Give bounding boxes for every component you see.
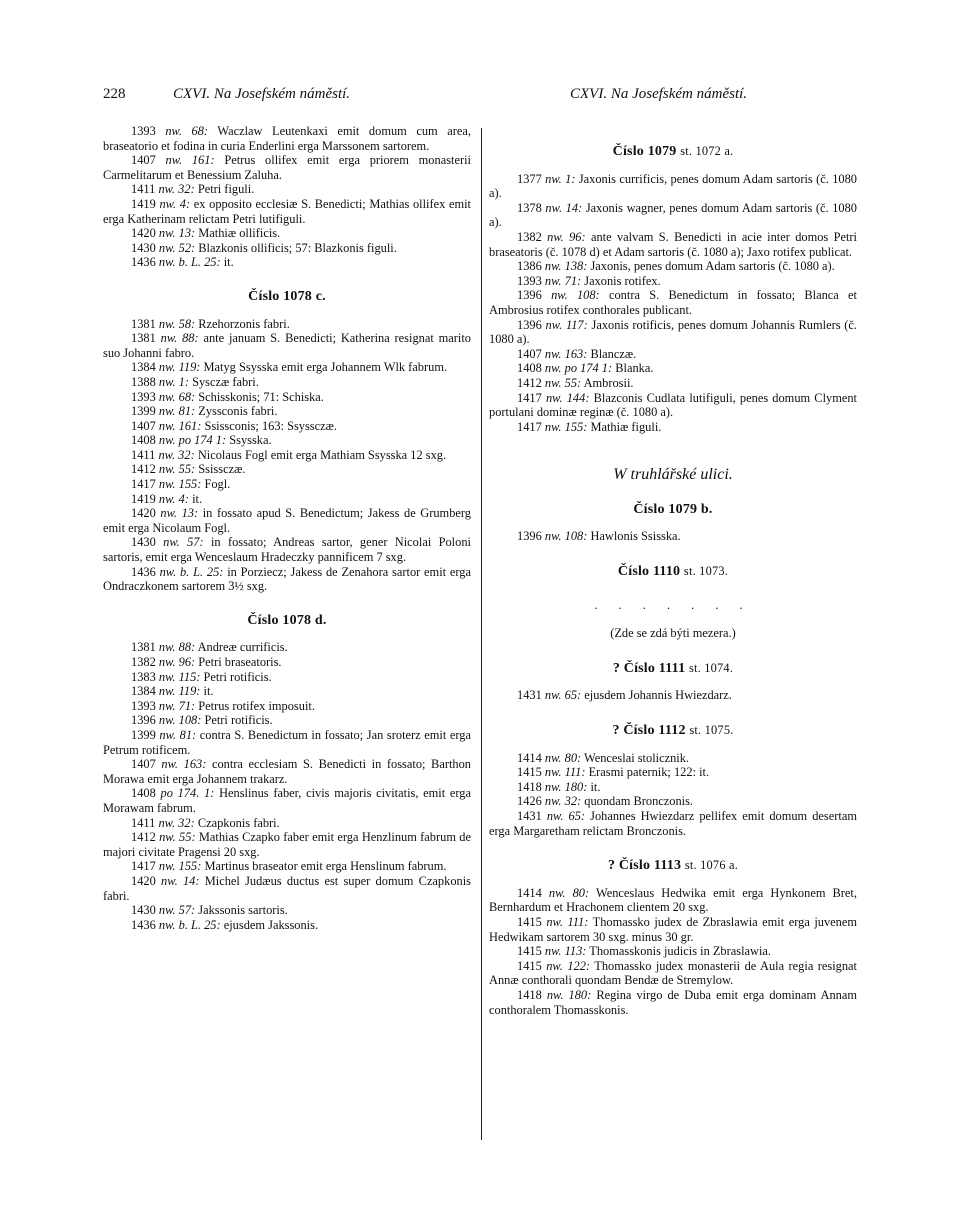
entry-reference: nw. b. L. 25: <box>158 255 221 270</box>
entry-year: 1408 <box>131 433 156 448</box>
entry-text: it. <box>192 491 203 506</box>
entry-year: 1417 <box>131 477 156 492</box>
entry-year: 1431 <box>517 688 542 703</box>
entry-text: Matyg Ssysska emit erga Johannem Wlk fabrum. <box>203 360 448 375</box>
editorial-note: (Zde se zdá býti mezera.) <box>610 626 736 641</box>
entry-year: 1417 <box>131 859 156 874</box>
record-entry <box>489 809 857 838</box>
entry-year: 1381 <box>131 316 156 331</box>
entry-year: 1377 <box>517 171 542 186</box>
entry-year: 1384 <box>131 684 156 699</box>
record-entry <box>489 274 857 289</box>
record-entry <box>489 347 857 362</box>
entry-reference: nw. 32: <box>158 815 195 830</box>
record-entry <box>103 404 471 419</box>
record-entry <box>489 915 857 944</box>
entry-text: Henslinus faber, civis majoris civitatis, emit erga Morawam fabrum. <box>103 786 471 815</box>
entry-reference: nw. 161: <box>165 153 215 168</box>
entry-reference: nw. 14: <box>161 873 200 888</box>
record-entry <box>489 288 857 317</box>
entry-text: it. <box>590 779 601 794</box>
entry-year: 1381 <box>131 331 156 346</box>
record-entry <box>489 376 857 391</box>
entry-text: Sysczæ fabri. <box>192 374 259 389</box>
record-entry <box>489 230 857 259</box>
entry-text: Zyssconis fabri. <box>198 404 278 419</box>
entry-year: 1430 <box>131 535 156 550</box>
record-entry <box>103 390 471 405</box>
entry-reference: nw. b. L. 25: <box>159 564 224 579</box>
entry-text: contra ecclesiam S. Benedicti in fossato; Barthon Morawa emit erga Johannem trakarz. <box>103 757 471 786</box>
entry-reference: nw. 122: <box>546 958 591 973</box>
entry-reference: nw. 57: <box>158 903 196 918</box>
entry-text: Petri rotificis. <box>204 713 273 728</box>
entry-text: in Porziecz; Jakess de Zenahora sartor emit erga Ondraczkonem sartorem 3½ sxg. <box>103 564 471 594</box>
entry-reference: nw. 52: <box>158 240 196 255</box>
entry-text: Petrus ollifex emit erga priorem monasterii Carmelitarum et Benessium Zaluha. <box>103 153 471 182</box>
house-number-heading <box>489 858 857 874</box>
record-entry <box>103 535 471 564</box>
entry-reference: nw. 180: <box>544 779 588 794</box>
entry-reference: nw. 111: <box>546 914 589 929</box>
record-entry <box>103 462 471 477</box>
record-entry <box>103 786 471 815</box>
entry-year: 1408 <box>131 786 156 801</box>
record-entry <box>103 317 471 332</box>
right-column <box>489 124 857 1017</box>
entry-year: 1415 <box>517 944 542 959</box>
record-entry <box>103 506 471 535</box>
entry-year: 1382 <box>131 655 156 669</box>
record-entry <box>103 859 471 874</box>
entry-year: 1415 <box>517 914 542 929</box>
record-entry <box>103 728 471 757</box>
entry-reference: nw. 55: <box>544 375 582 390</box>
entry-reference: nw. 58: <box>158 316 196 331</box>
entry-reference: nw. 4: <box>158 491 189 506</box>
entry-reference: nw. 119: <box>158 684 201 699</box>
entry-text: Petrus rotifex imposuit. <box>198 698 315 713</box>
record-entry <box>103 816 471 831</box>
entry-reference: nw. 1: <box>545 171 576 186</box>
entry-year: 1396 <box>517 529 542 544</box>
record-entry <box>103 492 471 507</box>
entry-text: Erasmi paternik; 122: it. <box>588 765 710 780</box>
record-entry <box>103 360 471 375</box>
entry-year: 1414 <box>517 885 542 900</box>
heading-old-number: st. 1073. <box>683 564 729 579</box>
entry-year: 1399 <box>131 404 156 419</box>
entry-reference: nw. 80: <box>544 750 582 765</box>
entry-reference: nw. 32: <box>158 182 195 197</box>
entry-reference: nw. po 174 1: <box>544 361 613 376</box>
entry-year: 1417 <box>517 419 542 434</box>
entry-year: 1407 <box>131 757 156 772</box>
house-number-heading <box>489 661 857 677</box>
ellipsis-dots: . . . . . . . <box>594 597 752 612</box>
entry-year: 1436 <box>131 917 156 932</box>
entry-reference: nw. 80: <box>548 885 590 900</box>
heading-label: Číslo 1110 <box>617 564 681 580</box>
entry-reference: nw. 81: <box>158 404 196 419</box>
street-heading: W truhlářské ulici. <box>613 466 733 484</box>
entry-reference: nw. 161: <box>158 418 202 433</box>
entry-text: ejusdem Johannis Hwiezdarz. <box>584 688 732 703</box>
entry-year: 1393 <box>131 124 156 138</box>
record-entry <box>103 684 471 699</box>
entry-text: Thomassko judex de Zbraslawia emit erga juvenem Hedwikam sartorem 30 sxg. minus 30 gr. <box>489 914 858 944</box>
entry-text: in fossato apud S. Benedictum; Jakess de Grumberg emit erga Nicolaum Fogl. <box>103 506 471 535</box>
record-entry <box>103 699 471 714</box>
heading-label: ? Číslo 1111 <box>612 660 686 676</box>
entry-text: Schisskonis; 71: Schiska. <box>198 389 324 404</box>
record-entry <box>489 361 857 376</box>
entry-year: 1412 <box>131 462 156 477</box>
record-entry <box>103 655 471 670</box>
record-entry <box>103 903 471 918</box>
entry-year: 1426 <box>517 794 542 809</box>
entry-reference: nw. 108: <box>544 529 588 544</box>
entry-reference: nw. 13: <box>158 226 196 241</box>
record-entry <box>103 331 471 360</box>
record-entry <box>103 448 471 463</box>
entry-reference: nw. 163: <box>161 757 207 772</box>
record-entry <box>103 255 471 270</box>
entry-year: 1382 <box>517 229 542 244</box>
entry-year: 1419 <box>131 196 156 211</box>
record-entry <box>489 794 857 809</box>
record-entry <box>103 565 471 594</box>
entry-text: Blazkonis ollificis; 57: Blazkonis figuli. <box>198 240 397 255</box>
heading-label: Číslo 1079 b. <box>633 501 713 517</box>
entry-reference: nw. 4: <box>159 196 191 211</box>
entry-text: Mathiæ figuli. <box>590 419 662 434</box>
heading-label: Číslo 1079 <box>612 144 677 159</box>
entry-reference: nw. 108: <box>158 713 202 728</box>
record-entry <box>103 124 471 153</box>
entry-year: 1393 <box>517 273 542 288</box>
entry-text: in fossato; Andreas sartor, gener Nicolai Poloni sartoris, emit erga Wenceslaum Hradeczky pannificem 7 sxg. <box>103 535 471 565</box>
entry-text: Blazconis Cudlata lutifiguli, penes domum Clyment portulani dominæ reginæ (č. 1080 a). <box>489 390 857 420</box>
heading-old-number: st. 1072 a. <box>680 144 734 158</box>
record-entry <box>489 688 857 703</box>
entry-text: Wenceslai stolicznik. <box>584 750 690 765</box>
entry-year: 1383 <box>131 669 156 684</box>
entry-text: ante valvam S. Benedicti in acie inter domos Petri braseatoris (č. 1078 d) et Adam sartoris (č. 1080 a); Jaxo rotifex publicat. <box>489 229 857 259</box>
entry-reference: nw. 32: <box>158 447 195 462</box>
running-title-right: CXVI. Na Josefském náměstí. <box>570 86 748 102</box>
record-entry <box>103 153 471 182</box>
entry-reference: nw. 119: <box>158 360 201 375</box>
record-entry <box>103 918 471 933</box>
entry-year: 1411 <box>131 182 156 197</box>
entry-year: 1378 <box>517 200 542 215</box>
entry-reference: nw. 1: <box>158 374 189 389</box>
record-entry <box>103 197 471 226</box>
record-entry <box>103 713 471 728</box>
heading-old-number: st. 1076 a. <box>684 858 739 873</box>
entry-text: ejusdem Jakssonis. <box>223 917 319 932</box>
entry-text: quondam Bronczonis. <box>584 794 694 809</box>
entry-text: Blanka. <box>615 361 654 376</box>
entry-reference: nw. 88: <box>160 331 199 346</box>
entry-reference: nw. 88: <box>158 640 196 655</box>
entry-year: 1414 <box>517 750 542 765</box>
entry-year: 1411 <box>131 815 156 830</box>
record-entry <box>489 259 857 274</box>
record-entry <box>103 375 471 390</box>
record-entry <box>103 477 471 492</box>
entry-text: it. <box>223 255 234 270</box>
entry-year: 1430 <box>131 240 156 255</box>
entry-reference: nw. 71: <box>544 273 582 288</box>
entry-reference: nw. 138: <box>544 259 588 274</box>
entry-text: Johannes Hwiezdarz pellifex emit domum desertam erga Margaretham relictam Bronczonis. <box>489 809 857 838</box>
entry-text: Thomassko judex monasterii de Aula regia resignat Annæ conthorali quondam Bendæ de Stremylow. <box>489 958 857 988</box>
entry-reference: po 174. 1: <box>160 786 215 801</box>
record-entry <box>489 751 857 766</box>
entry-year: 1396 <box>517 288 542 303</box>
entry-text: Nicolaus Fogl emit erga Mathiam Ssysska 12 sxg. <box>197 447 447 462</box>
record-entry <box>103 419 471 434</box>
entry-year: 1420 <box>131 226 156 241</box>
entry-reference: nw. 155: <box>158 859 202 874</box>
entry-text: Waczlaw Leutenkaxi emit domum cum area, braseatorio et fodina in curia Enderlini erga Marssonem sartorem. <box>103 124 471 153</box>
entry-text: ex opposito ecclesiæ S. Benedicti; Mathias ollifex emit erga Katherinam relictam Petri lutifiguli. <box>103 196 471 226</box>
record-entry <box>489 944 857 959</box>
entry-text: Jaxonis rotificis, penes domum Johannis Rumlers (č. 1080 a). <box>489 317 857 347</box>
entry-reference: nw. 13: <box>160 506 199 521</box>
entry-text: Petri figuli. <box>197 182 255 197</box>
entry-year: 1415 <box>517 765 542 780</box>
entry-text: Jakssonis sartoris. <box>198 903 288 918</box>
house-number-heading <box>489 564 857 580</box>
entry-year: 1393 <box>131 698 156 713</box>
entry-text: Jaxonis, penes domum Adam sartoris (č. 1080 a). <box>590 259 835 274</box>
entry-reference: nw. 65: <box>546 809 586 823</box>
entry-year: 1412 <box>131 830 156 845</box>
entry-text: Wenceslaus Hedwika emit erga Hynkonem Bret, Bernhardum et Hrachonem clientem 20 sxg. <box>489 885 857 915</box>
entry-year: 1407 <box>517 346 542 361</box>
entry-reference: nw. 117: <box>545 317 588 332</box>
record-entry <box>489 988 857 1017</box>
entry-text: Andreæ currificis. <box>197 640 288 655</box>
heading-label: Číslo 1078 c. <box>248 288 326 304</box>
entry-year: 1381 <box>131 640 156 655</box>
record-entry <box>489 959 857 988</box>
entry-reference: nw. 32: <box>544 794 582 809</box>
entry-reference: nw. 96: <box>158 655 196 669</box>
house-number-heading <box>489 503 857 518</box>
entry-text: contra S. Benedictum in fossato; Blanca et Ambrosius rotifex conthorales publicant. <box>489 288 857 317</box>
entry-year: 1420 <box>131 506 156 521</box>
entry-reference: nw. 57: <box>163 535 204 550</box>
entry-text: Petri braseatoris. <box>198 655 282 669</box>
record-entry <box>489 172 857 201</box>
entry-year: 1418 <box>517 779 542 794</box>
entry-reference: nw. 111: <box>544 765 586 780</box>
entry-text: it. <box>203 684 214 699</box>
entry-year: 1411 <box>131 447 156 462</box>
entry-reference: nw. po 174 1: <box>158 433 227 448</box>
record-entry <box>489 529 857 544</box>
entry-text: Fogl. <box>204 477 231 492</box>
entry-year: 1399 <box>131 727 156 742</box>
entry-reference: nw. 55: <box>158 462 196 477</box>
entry-year: 1386 <box>517 259 542 274</box>
entry-year: 1396 <box>517 317 542 332</box>
heading-old-number: st. 1074. <box>688 660 734 675</box>
record-entry <box>489 201 857 230</box>
entry-year: 1420 <box>131 873 156 888</box>
entry-text: Regina virgo de Duba emit erga dominam Annam conthoralem Thomasskonis. <box>489 987 857 1017</box>
entry-text: Jaxonis wagner, penes domum Adam sartoris (č. 1080 a). <box>489 200 857 230</box>
entry-text: Petri rotificis. <box>203 669 272 684</box>
entry-text: Ssissczæ. <box>198 462 246 477</box>
entry-text: Jaxonis currificis, penes domum Adam sartoris (č. 1080 a). <box>489 171 857 201</box>
entry-reference: nw. 108: <box>551 288 600 303</box>
entry-year: 1388 <box>131 374 156 389</box>
record-entry <box>103 226 471 241</box>
record-entry <box>489 391 857 420</box>
entry-text: contra S. Benedictum in fossato; Jan sroterz emit erga Petrum rotificem. <box>103 727 471 757</box>
entry-reference: nw. b. L. 25: <box>158 917 221 932</box>
house-number-heading <box>489 723 857 739</box>
entry-year: 1418 <box>517 987 542 1002</box>
entry-reference: nw. 163: <box>544 346 588 361</box>
entry-year: 1408 <box>517 361 542 376</box>
record-entry <box>489 318 857 347</box>
record-entry <box>489 420 857 435</box>
entry-text: Ssissconis; 163: Ssyssczæ. <box>204 418 337 433</box>
heading-old-number: st. 1075. <box>689 723 734 738</box>
entry-reference: nw. 71: <box>158 698 196 713</box>
entry-year: 1407 <box>131 153 156 168</box>
record-entry <box>103 757 471 786</box>
entry-reference: nw. 55: <box>159 830 196 845</box>
entry-year: 1415 <box>517 958 542 973</box>
entry-year: 1436 <box>131 564 156 579</box>
page-number: 228 <box>103 86 126 102</box>
entry-year: 1396 <box>131 713 156 728</box>
left-column <box>103 124 471 932</box>
heading-label: ? Číslo 1112 <box>612 723 686 739</box>
entry-year: 1393 <box>131 389 156 404</box>
entry-year: 1419 <box>131 491 156 506</box>
entry-text: Jaxonis rotifex. <box>584 273 661 288</box>
entry-reference: nw. 144: <box>545 390 590 405</box>
record-entry <box>103 670 471 685</box>
record-entry <box>103 830 471 859</box>
record-entry <box>103 874 471 903</box>
entry-text: ante januam S. Benedicti; Katherina resignat marito suo Johanni fabro. <box>103 331 471 360</box>
house-number-heading <box>103 614 471 629</box>
entry-text: Ambrosii. <box>583 375 634 390</box>
entry-year: 1431 <box>517 809 542 823</box>
house-number-heading <box>489 144 857 160</box>
entry-text: Hawlonis Ssisska. <box>590 529 681 544</box>
entry-reference: nw. 155: <box>158 477 202 492</box>
heading-label: ? Číslo 1113 <box>607 858 682 874</box>
heading-label: Číslo 1078 d. <box>247 612 327 628</box>
entry-year: 1417 <box>517 390 542 405</box>
entry-reference: nw. 155: <box>544 419 588 434</box>
entry-text: Martinus braseator emit erga Henslinum fabrum. <box>204 859 447 874</box>
entry-year: 1407 <box>131 418 156 433</box>
record-entry <box>103 640 471 655</box>
entry-text: Mathias Czapko faber emit erga Henzlinum fabrum de majori civitate Pragensi 20 sxg. <box>103 830 471 859</box>
entry-text: Rzehorzonis fabri. <box>198 316 290 331</box>
entry-text: Czapkonis fabri. <box>197 815 280 830</box>
house-number-heading <box>103 290 471 305</box>
entry-text: Thomasskonis judicis in Zbraslawia. <box>589 944 771 959</box>
entry-text: Ssysska. <box>229 433 272 448</box>
column-divider <box>481 128 482 1140</box>
entry-text: Mathiæ ollificis. <box>198 226 281 241</box>
entry-reference: nw. 81: <box>159 727 197 742</box>
record-entry <box>103 241 471 256</box>
record-entry <box>489 765 857 780</box>
entry-reference: nw. 115: <box>158 669 201 684</box>
entry-year: 1430 <box>131 903 156 918</box>
entry-reference: nw. 68: <box>158 389 196 404</box>
record-entry <box>489 780 857 795</box>
entry-reference: nw. 68: <box>165 124 209 138</box>
record-entry <box>103 433 471 448</box>
entry-year: 1436 <box>131 255 156 270</box>
entry-year: 1412 <box>517 375 542 390</box>
entry-reference: nw. 180: <box>546 987 592 1002</box>
entry-reference: nw. 113: <box>544 944 587 959</box>
record-entry <box>103 182 471 197</box>
record-entry <box>489 886 857 915</box>
entry-reference: nw. 14: <box>545 200 583 215</box>
entry-text: Michel Judæus ductus est super domum Czapkonis fabri. <box>103 873 471 903</box>
entry-reference: nw. 65: <box>544 688 582 703</box>
running-title-left: CXVI. Na Josefském náměstí. <box>173 86 351 102</box>
entry-text: Blanczæ. <box>590 346 637 361</box>
entry-year: 1384 <box>131 360 156 375</box>
entry-reference: nw. 96: <box>547 229 586 244</box>
